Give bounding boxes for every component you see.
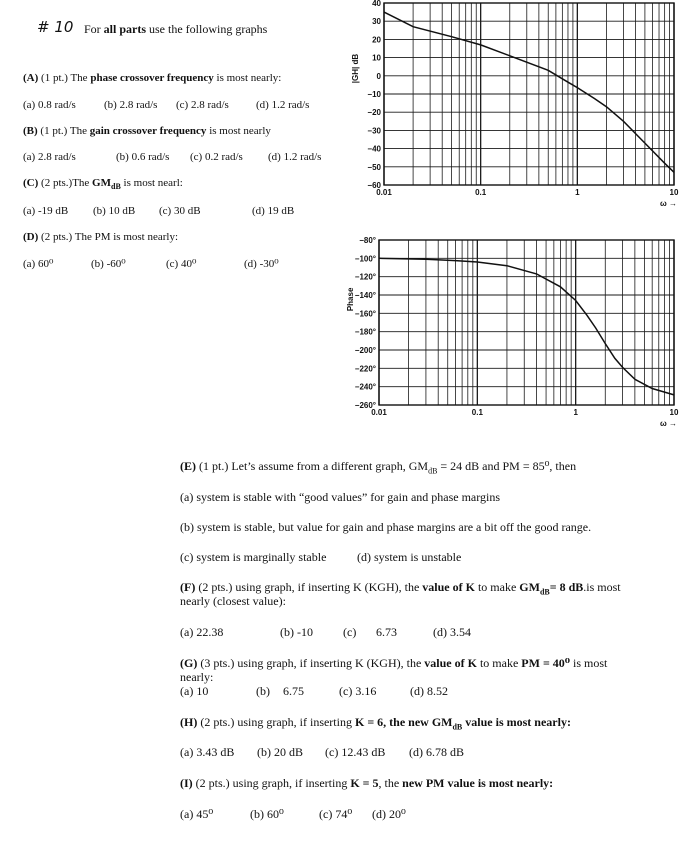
handwritten-problem-number: # 10 (37, 18, 74, 36)
y-tick-label: −40 (367, 144, 381, 154)
y-tick-label: −120° (354, 272, 376, 282)
x-tick-label: 1 (575, 188, 580, 197)
option-e-d[interactable]: (d) system is unstable (357, 550, 462, 564)
question-f-text3: .is most (583, 580, 621, 594)
instruction-bold: all parts (103, 22, 147, 36)
question-a-topic: phase crossover frequency (90, 72, 214, 84)
question-i-prompt (180, 776, 553, 791)
question-e-subscript: dB (428, 466, 438, 476)
question-i-bold2: new PM value is most nearly: (402, 776, 554, 790)
option-a-a[interactable]: (a) 0.8 rad/s (23, 99, 76, 111)
y-tick-label: −180° (354, 327, 376, 337)
y-tick-label: −60 (367, 181, 381, 190)
option-f-b[interactable]: (b) -10 (280, 625, 313, 639)
question-i-text: (2 pts.) using graph, if inserting (192, 776, 351, 790)
option-f-c-value[interactable]: 6.73 (376, 625, 397, 639)
instruction-prefix: For (84, 22, 104, 36)
option-b-d[interactable]: (d) 1.2 rad/s (268, 151, 322, 163)
question-h-prompt (180, 715, 571, 731)
question-a-label: (A) (23, 72, 39, 84)
question-g-text2: to make (476, 656, 522, 670)
data-curve (379, 258, 674, 395)
question-e-label: (E) (180, 459, 196, 473)
option-d-c[interactable]: (c) 40⁰ (166, 258, 197, 270)
option-e-a[interactable]: (a) system is stable with “good values” for gain and phase margins (180, 490, 501, 504)
question-h-label: (H) (180, 715, 198, 729)
instruction (84, 22, 267, 37)
option-i-b[interactable]: (b) 60⁰ (250, 807, 284, 821)
question-g-label: (G) (180, 656, 198, 670)
question-f-label: (F) (180, 580, 196, 594)
option-g-c[interactable]: (c) 3.16 (339, 684, 377, 698)
option-g-a[interactable]: (a) 10 (180, 684, 209, 698)
option-h-d[interactable]: (d) 6.78 dB (409, 745, 464, 759)
x-tick-label: 0.1 (471, 408, 483, 417)
question-h-bold2: value is most nearly: (462, 715, 571, 729)
option-a-c[interactable]: (c) 2.8 rad/s (176, 99, 229, 111)
option-b-b[interactable]: (b) 0.6 rad/s (116, 151, 170, 163)
option-g-b-label[interactable]: (b) (256, 684, 270, 698)
question-d-text: (2 pts.) The PM is most nearly: (41, 231, 179, 243)
question-f-subscript: dB (539, 587, 550, 597)
question-f-bold3: = 8 dB (549, 580, 584, 594)
option-d-b[interactable]: (b) -60⁰ (91, 258, 126, 270)
option-a-b[interactable]: (b) 2.8 rad/s (104, 99, 158, 111)
y-tick-label: −20 (367, 108, 381, 118)
question-a-points: (1 pt.) The (41, 72, 91, 84)
question-h-subscript: dB (452, 722, 463, 732)
option-e-c[interactable]: (c) system is marginally stable (180, 550, 327, 564)
question-f-bold1: value of K (422, 580, 475, 594)
question-f-bold2: GM (519, 580, 540, 594)
question-g-bold2: PM = 40⁰ (521, 656, 571, 670)
question-i-bold1: K = 5 (350, 776, 379, 790)
question-i-text2: , the (378, 776, 403, 790)
y-tick-label: 40 (372, 0, 381, 8)
plot-frame (379, 240, 674, 405)
option-h-c[interactable]: (c) 12.43 dB (325, 745, 386, 759)
question-b-topic: gain crossover frequency (89, 125, 207, 137)
y-tick-label: −10 (367, 90, 381, 99)
y-tick-label: 20 (372, 35, 381, 45)
x-tick-label: 0.01 (371, 408, 387, 417)
question-g-bold1: value of K (424, 656, 477, 670)
option-f-a[interactable]: (a) 22.38 (180, 625, 224, 639)
question-c-prompt (23, 177, 183, 191)
question-a-tail: is most nearly: (213, 72, 282, 84)
bode-magnitude-chart (334, 0, 697, 228)
option-f-c-label[interactable]: (c) (343, 625, 357, 639)
question-g-line2: nearly: (180, 670, 214, 684)
y-tick-label: 10 (372, 53, 381, 63)
option-i-d[interactable]: (d) 20⁰ (372, 807, 406, 821)
option-c-b[interactable]: (b) 10 dB (93, 205, 136, 217)
question-b-prompt (23, 125, 271, 137)
x-tick-label: 10 (669, 408, 679, 417)
question-e-text: (1 pt.) Let’s assume from a different graph, GM (199, 459, 429, 473)
question-c-label: (C) (23, 177, 39, 189)
y-tick-label: −240° (354, 382, 376, 392)
question-g-prompt (180, 656, 607, 671)
y-axis-label: |GH| dB (351, 53, 360, 84)
option-d-d[interactable]: (d) -30⁰ (244, 258, 279, 270)
y-tick-label: 0 (376, 71, 381, 81)
x-axis-label: ω → (660, 199, 677, 208)
option-g-d[interactable]: (d) 8.52 (410, 684, 448, 698)
question-f-text2: to make (474, 580, 520, 594)
option-b-c[interactable]: (c) 0.2 rad/s (190, 151, 243, 163)
y-tick-label: −80° (359, 236, 376, 245)
option-d-a[interactable]: (a) 60⁰ (23, 258, 54, 270)
question-c-subscript: dB (111, 182, 121, 192)
question-f-line2: nearly (closest value): (180, 594, 286, 608)
question-b-tail: is most nearly (206, 125, 271, 137)
question-c-tail: is most nearl: (120, 177, 183, 189)
option-e-b[interactable]: (b) system is stable, but value for gain and phase margins are a bit off the good range. (180, 520, 592, 534)
option-f-d[interactable]: (d) 3.54 (433, 625, 471, 639)
question-c-topic: GM (92, 177, 111, 189)
x-tick-label: 0.1 (475, 188, 487, 197)
option-c-d[interactable]: (d) 19 dB (252, 205, 295, 217)
x-tick-label: 10 (669, 188, 679, 197)
question-d-prompt (23, 231, 178, 243)
question-g-text: (3 pts.) using graph, if inserting K (KGH), the (197, 656, 425, 670)
question-e-text2: = 24 dB and PM = 85⁰, then (437, 459, 577, 473)
y-tick-label: −160° (354, 309, 376, 319)
question-g-text3: is most (570, 656, 608, 670)
y-tick-label: 30 (372, 17, 381, 27)
option-g-b-value[interactable]: 6.75 (283, 684, 304, 698)
y-tick-label: −140° (354, 291, 376, 300)
question-i-label: (I) (180, 776, 193, 790)
option-b-a[interactable]: (a) 2.8 rad/s (23, 151, 76, 163)
y-tick-label: −30 (367, 126, 381, 136)
question-d-label: (D) (23, 231, 39, 243)
question-h-bold1: K = 6, the new GM (354, 715, 453, 729)
instruction-suffix: use the following graphs (146, 22, 268, 36)
y-axis-label: Phase (346, 287, 355, 312)
option-i-a[interactable]: (a) 45⁰ (180, 807, 214, 821)
x-axis-label: ω → (660, 419, 677, 428)
question-b-label: (B) (23, 125, 38, 137)
question-e-prompt (180, 459, 576, 475)
question-f-text: (2 pts.) using graph, if inserting K (KGH), the (195, 580, 423, 594)
option-c-a[interactable]: (a) -19 dB (23, 205, 69, 217)
question-b-points: (1 pt.) The (40, 125, 90, 137)
question-c-points: (2 pts.)The (41, 177, 93, 189)
question-h-text: (2 pts.) using graph, if inserting (197, 715, 355, 729)
y-tick-label: −50 (367, 162, 381, 172)
option-a-d[interactable]: (d) 1.2 rad/s (256, 99, 310, 111)
y-tick-label: −200° (354, 346, 376, 355)
option-h-b[interactable]: (b) 20 dB (257, 745, 303, 759)
y-tick-label: −100° (354, 254, 376, 264)
y-tick-label: −260° (354, 401, 376, 410)
option-i-c[interactable]: (c) 74⁰ (319, 807, 353, 821)
bode-phase-chart (334, 230, 697, 440)
question-a-prompt (23, 72, 281, 84)
option-c-c[interactable]: (c) 30 dB (159, 205, 201, 217)
y-tick-label: −220° (354, 364, 376, 374)
x-tick-label: 1 (573, 408, 578, 417)
option-h-a[interactable]: (a) 3.43 dB (180, 745, 235, 759)
x-tick-label: 0.01 (376, 188, 392, 197)
